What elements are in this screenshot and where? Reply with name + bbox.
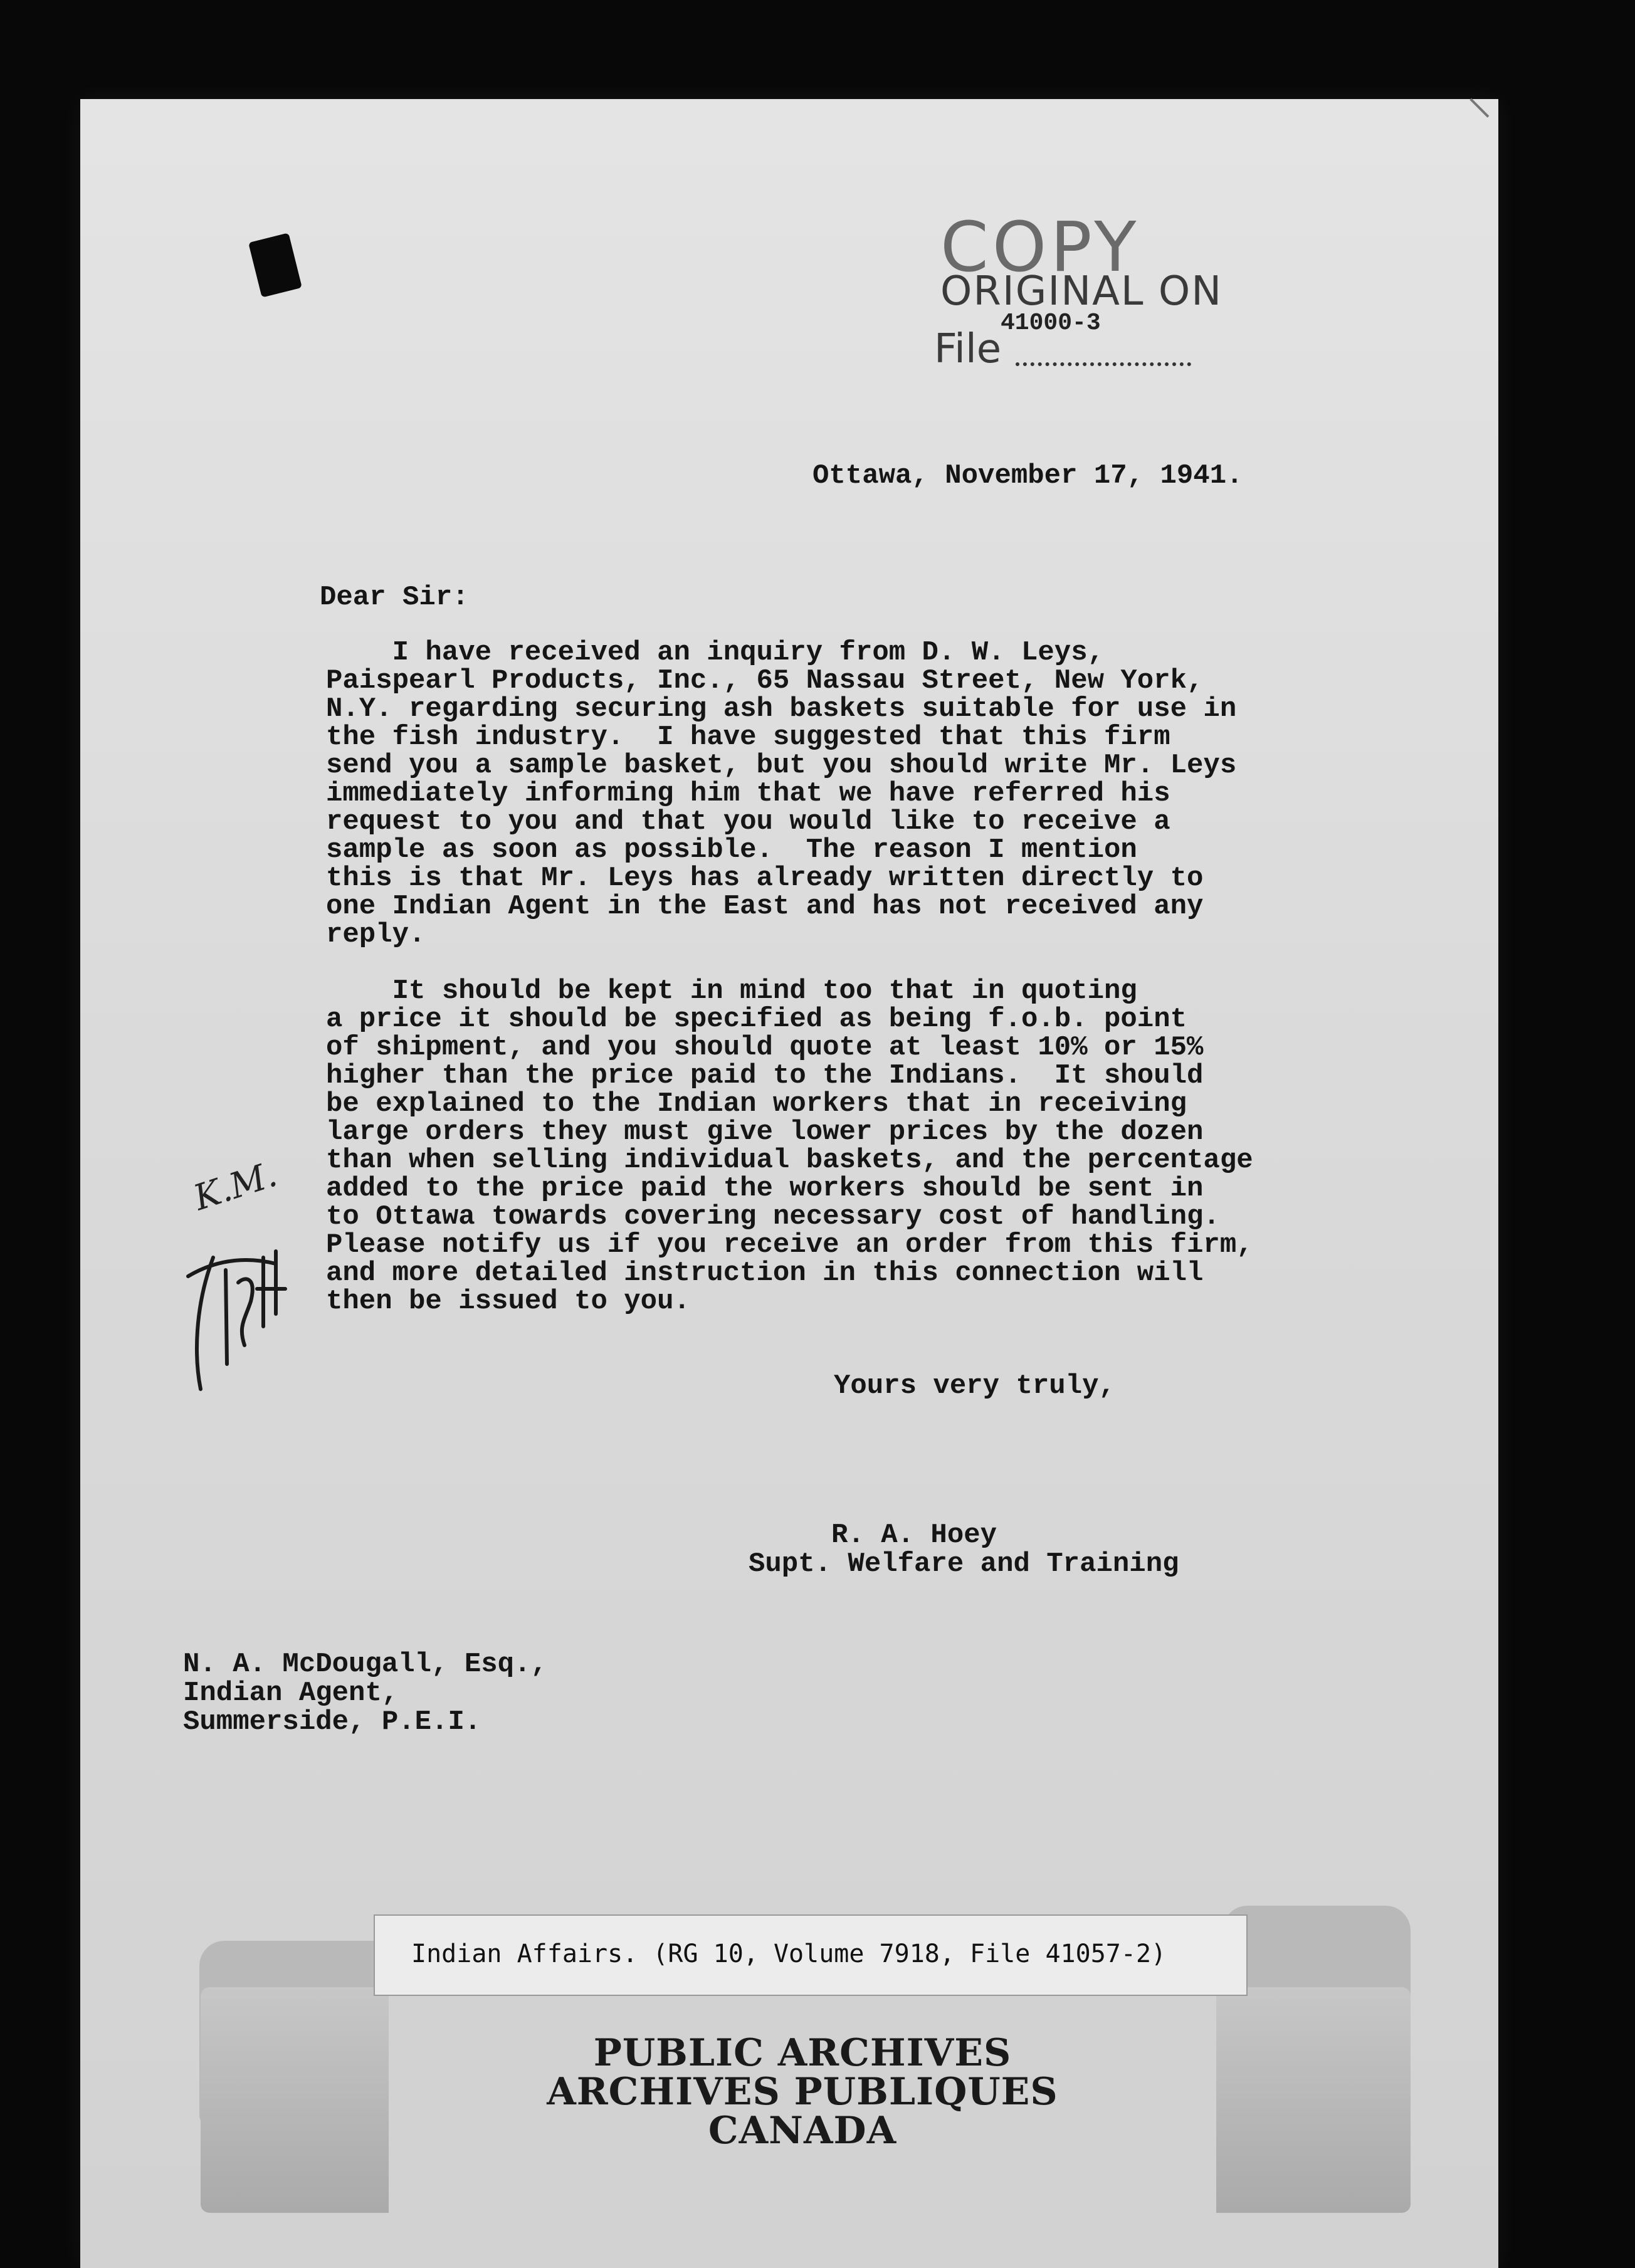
archive-reference: Indian Affairs. (RG 10, Volume 7918, File 41057-2) <box>411 1940 1167 1968</box>
body-line: reply. <box>326 919 426 950</box>
original-on-stamp: ORIGINAL ON <box>940 268 1223 315</box>
archive-country: CANADA <box>708 2109 897 2153</box>
body-line: Please notify us if you receive an order from this firm, <box>326 1229 1253 1261</box>
body-line: It should be kept in mind too that in quoting <box>326 975 1137 1007</box>
file-stamp-label: File <box>934 326 1002 372</box>
archive-name-fr: ARCHIVES PUBLIQUES <box>547 2070 1058 2114</box>
copy-stamp: COPY <box>940 207 1140 287</box>
letter-date: Ottawa, November 17, 1941. <box>812 460 1243 491</box>
body-line: be explained to the Indian workers that in receiving <box>326 1088 1187 1120</box>
body-line: sample as soon as possible. The reason I mention <box>326 834 1137 866</box>
file-stamp-line <box>1016 362 1191 366</box>
body-line: then be issued to you. <box>326 1286 690 1317</box>
body-line: Paispearl Products, Inc., 65 Nassau Street, New York, <box>326 665 1204 696</box>
letter-closing: Yours very truly, <box>834 1370 1115 1402</box>
body-line: added to the price paid the workers should be sent in <box>326 1173 1204 1204</box>
body-line: large orders they must give lower prices by the dozen <box>326 1116 1204 1148</box>
body-line: send you a sample basket, but you should write Mr. Leys <box>326 750 1237 781</box>
handwritten-initials: K.M. <box>189 1153 282 1219</box>
address-line: N. A. McDougall, Esq., <box>183 1649 547 1680</box>
body-line: than when selling individual baskets, and the percentage <box>326 1145 1253 1176</box>
body-line: to Ottawa towards covering necessary cost of handling. <box>326 1201 1220 1232</box>
signer-title: Supt. Welfare and Training <box>749 1548 1179 1580</box>
recipient-address <box>183 1649 547 1738</box>
letter-body <box>326 637 1253 1317</box>
body-line: higher than the price paid to the Indians. It should <box>326 1060 1204 1091</box>
body-line <box>326 947 1253 975</box>
signer-name: R. A. Hoey <box>831 1520 997 1551</box>
body-line: request to you and that you would like to receive a <box>326 806 1170 837</box>
body-line: immediately informing him that we have referred his <box>326 778 1170 809</box>
body-line: of shipment, and you should quote at least 10% or 15% <box>326 1032 1204 1063</box>
archive-name-en: PUBLIC ARCHIVES <box>593 2031 1012 2075</box>
body-line: one Indian Agent in the East and has not received any <box>326 891 1204 922</box>
body-line: the fish industry. I have suggested that this firm <box>326 722 1170 753</box>
handwritten-signature <box>176 1232 295 1395</box>
address-line: Indian Agent, <box>183 1677 399 1709</box>
body-line: N.Y. regarding securing ash baskets suitable for use in <box>326 693 1237 725</box>
address-line: Summerside, P.E.I. <box>183 1706 481 1738</box>
body-line: this is that Mr. Leys has already written directly to <box>326 863 1204 894</box>
file-number: 41000-3 <box>1001 310 1101 337</box>
salutation: Dear Sir: <box>320 582 469 613</box>
body-line: a price it should be specified as being f.o.b. point <box>326 1004 1187 1035</box>
body-line: I have received an inquiry from D. W. Leys, <box>326 637 1105 668</box>
body-line: and more detailed instruction in this connection will <box>326 1257 1204 1289</box>
